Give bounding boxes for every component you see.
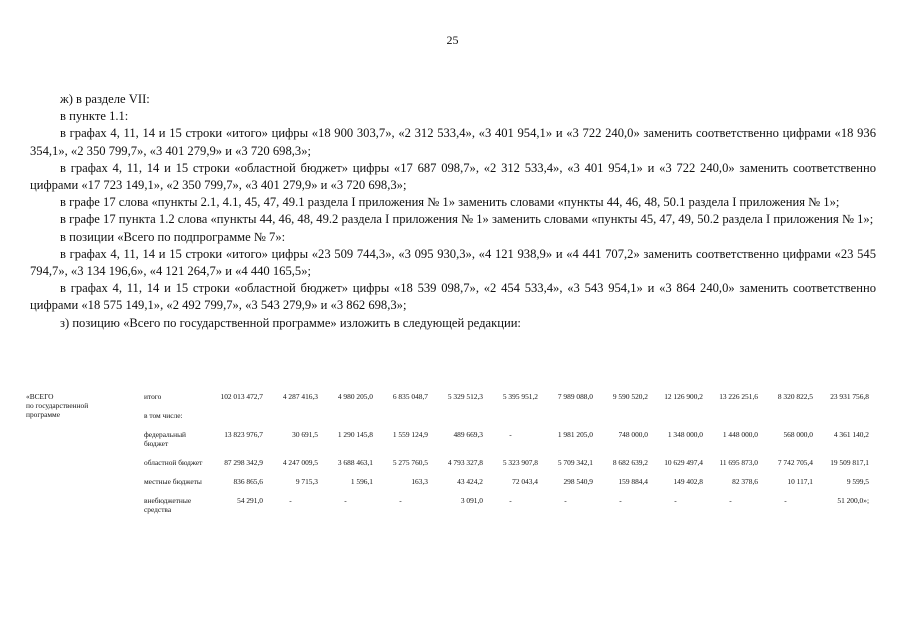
table-cell: -	[509, 496, 512, 505]
table-cell	[538, 411, 593, 430]
paragraph: в графе 17 слова «пункты 2.1, 4.1, 45, 47, 49.1 раздела I приложения № 1» заменить словами «пункты 44, 46, 48, 50.1 раздела I приложения № 1»;	[60, 195, 840, 210]
table-cell: 1 981 205,0	[557, 430, 593, 439]
table-cell: 1 448 000,0	[722, 430, 758, 439]
table-row	[26, 411, 869, 430]
paragraph: в графах 4, 11, 14 и 15 строки «областной бюджет» цифры «17 687 098,7», «2 312 533,4», «3 401 954,1» и «3 722 240,0» заменить соответственно цифрами «17 723 149,1», «2 350 799,7», «3 401 279,9» и «3 720 698,3»;	[30, 160, 876, 193]
table-cell	[813, 411, 869, 430]
table-cell: 5 323 907,8	[502, 458, 538, 467]
table-cell: 87 298 342,9	[224, 458, 263, 467]
table-cell: 13 823 976,7	[224, 430, 263, 439]
table-cell: 1 559 124,9	[392, 430, 428, 439]
paragraph: ж) в разделе VII:	[60, 92, 150, 106]
table-cell: 3 091,0	[460, 496, 483, 505]
budget-table	[26, 392, 869, 524]
table-cell: 149 402,8	[673, 477, 703, 486]
table-cell: 568 000,0	[783, 430, 813, 439]
table-cell: 7 989 088,0	[557, 392, 593, 401]
table-cell: -	[289, 496, 292, 505]
row-label: областной бюджет	[144, 458, 203, 467]
paragraph: в графах 4, 11, 14 и 15 строки «областной бюджет» цифры «18 539 098,7», «2 454 533,4», «3 543 954,1» и «3 864 240,0» заменить соответственно цифрами «18 575 149,1», «2 492 799,7», «3 543 279,9» и «3 862 698,3»;	[30, 281, 876, 313]
table-cell: 6 835 048,7	[392, 392, 428, 401]
table-cell: 5 709 342,1	[557, 458, 593, 467]
table-cell: 10 117,1	[787, 477, 813, 486]
body-text	[30, 91, 876, 332]
row-label: внебюджетные средства	[144, 496, 192, 514]
table-cell: 51 200,0»;	[837, 496, 869, 505]
row-label: итого	[144, 392, 162, 401]
table-cell: 4 287 416,3	[282, 392, 318, 401]
table-cell: -	[674, 496, 677, 505]
table-cell: -	[784, 496, 787, 505]
table-cell: -	[399, 496, 402, 505]
table-cell: 30 691,5	[292, 430, 318, 439]
table-cell: 4 980 205,0	[337, 392, 373, 401]
table-cell	[208, 411, 263, 430]
table-row	[26, 477, 869, 496]
paragraph: в графах 4, 11, 14 и 15 строки «итого» цифры «18 900 303,7», «2 312 533,4», «3 401 954,1» и «3 722 240,0» заменить соответственно цифрами «18 936 354,1», «2 350 799,7», «3 401 279,9» и «3 720 698,3»;	[30, 126, 876, 158]
table-cell: -	[509, 430, 512, 439]
table-cell: -	[344, 496, 347, 505]
table-row	[26, 458, 869, 477]
paragraph: в графе 17 пункта 1.2 слова «пункты 44, 46, 48, 49.2 раздела I приложения № 1» заменить словами «пункты 45, 47, 49, 50.2 раздела I приложения № 1»;	[60, 212, 874, 227]
table-cell: 5 329 512,3	[447, 392, 483, 401]
table-cell: 159 884,4	[618, 477, 648, 486]
table-cell: 8 320 822,5	[777, 392, 813, 401]
table-cell	[483, 411, 538, 430]
table-cell: -	[619, 496, 622, 505]
table-cell: 1 290 145,8	[337, 430, 373, 439]
table-cell	[593, 411, 648, 430]
paragraph: в графах 4, 11, 14 и 15 строки «итого» цифры «23 509 744,3», «3 095 930,3», «4 121 938,9» и «4 441 707,2» заменить соответственно цифрами «23 545 794,7», «3 134 196,6», «4 121 264,7» и «4 440 165,5»;	[30, 246, 876, 279]
table-cell	[758, 411, 813, 430]
paragraph: в пункте 1.1:	[60, 109, 129, 124]
table-cell: 54 291,0	[237, 496, 263, 505]
table-cell: 23 931 756,8	[830, 392, 869, 401]
table-cell: -	[729, 496, 732, 505]
table-row	[26, 496, 869, 524]
table-cell	[703, 411, 758, 430]
table-cell: 489 669,3	[453, 430, 483, 439]
program-name-cell: «ВСЕГО по государственной программе	[26, 392, 89, 419]
table-row	[26, 392, 869, 411]
row-label: местные бюджеты	[144, 477, 202, 486]
table-cell: 4 361 140,2	[833, 430, 869, 439]
table-cell: 3 688 463,1	[337, 458, 373, 467]
table-cell: 7 742 705,4	[777, 458, 813, 467]
table-cell: 9 599,5	[846, 477, 869, 486]
page-number: 25	[446, 33, 459, 47]
table-cell: 1 596,1	[350, 477, 373, 486]
table-cell: 19 509 817,1	[830, 458, 869, 467]
paragraph: з) позицию «Всего по государственной программе» изложить в следующей редакции:	[60, 315, 521, 330]
table-cell: 163,3	[411, 477, 428, 486]
table-cell: 11 695 873,0	[719, 458, 758, 467]
table-cell: -	[564, 496, 567, 505]
table-cell: 5 275 760,5	[392, 458, 428, 467]
table-cell: 4 793 327,8	[447, 458, 483, 467]
row-label: в том числе:	[144, 411, 183, 420]
table-cell: 1 348 000,0	[667, 430, 703, 439]
table-cell: 9 590 520,2	[612, 392, 648, 401]
table-cell: 72 043,4	[512, 477, 538, 486]
table-cell: 8 682 639,2	[612, 458, 648, 467]
table-cell: 102 013 472,7	[220, 392, 263, 401]
table-cell: 5 395 951,2	[502, 392, 538, 401]
table-cell	[373, 411, 428, 430]
table-cell: 12 126 900,2	[664, 392, 703, 401]
table-cell	[318, 411, 373, 430]
table-cell: 836 865,6	[233, 477, 263, 486]
table-cell: 298 540,9	[563, 477, 593, 486]
table-cell: 10 629 497,4	[664, 458, 703, 467]
paragraph: в позиции «Всего по подпрограмме № 7»:	[60, 229, 286, 244]
table-cell	[428, 411, 483, 430]
table-cell	[648, 411, 703, 430]
table-cell: 43 424,2	[457, 477, 483, 486]
table-cell: 748 000,0	[618, 430, 648, 439]
table-cell	[263, 411, 318, 430]
table-cell: 4 247 009,5	[282, 458, 318, 467]
table-cell: 9 715,3	[295, 477, 318, 486]
table-row	[26, 430, 869, 458]
table-cell: 13 226 251,6	[719, 392, 758, 401]
row-label: федеральный бюджет	[144, 430, 186, 448]
table-cell: 82 378,6	[732, 477, 758, 486]
